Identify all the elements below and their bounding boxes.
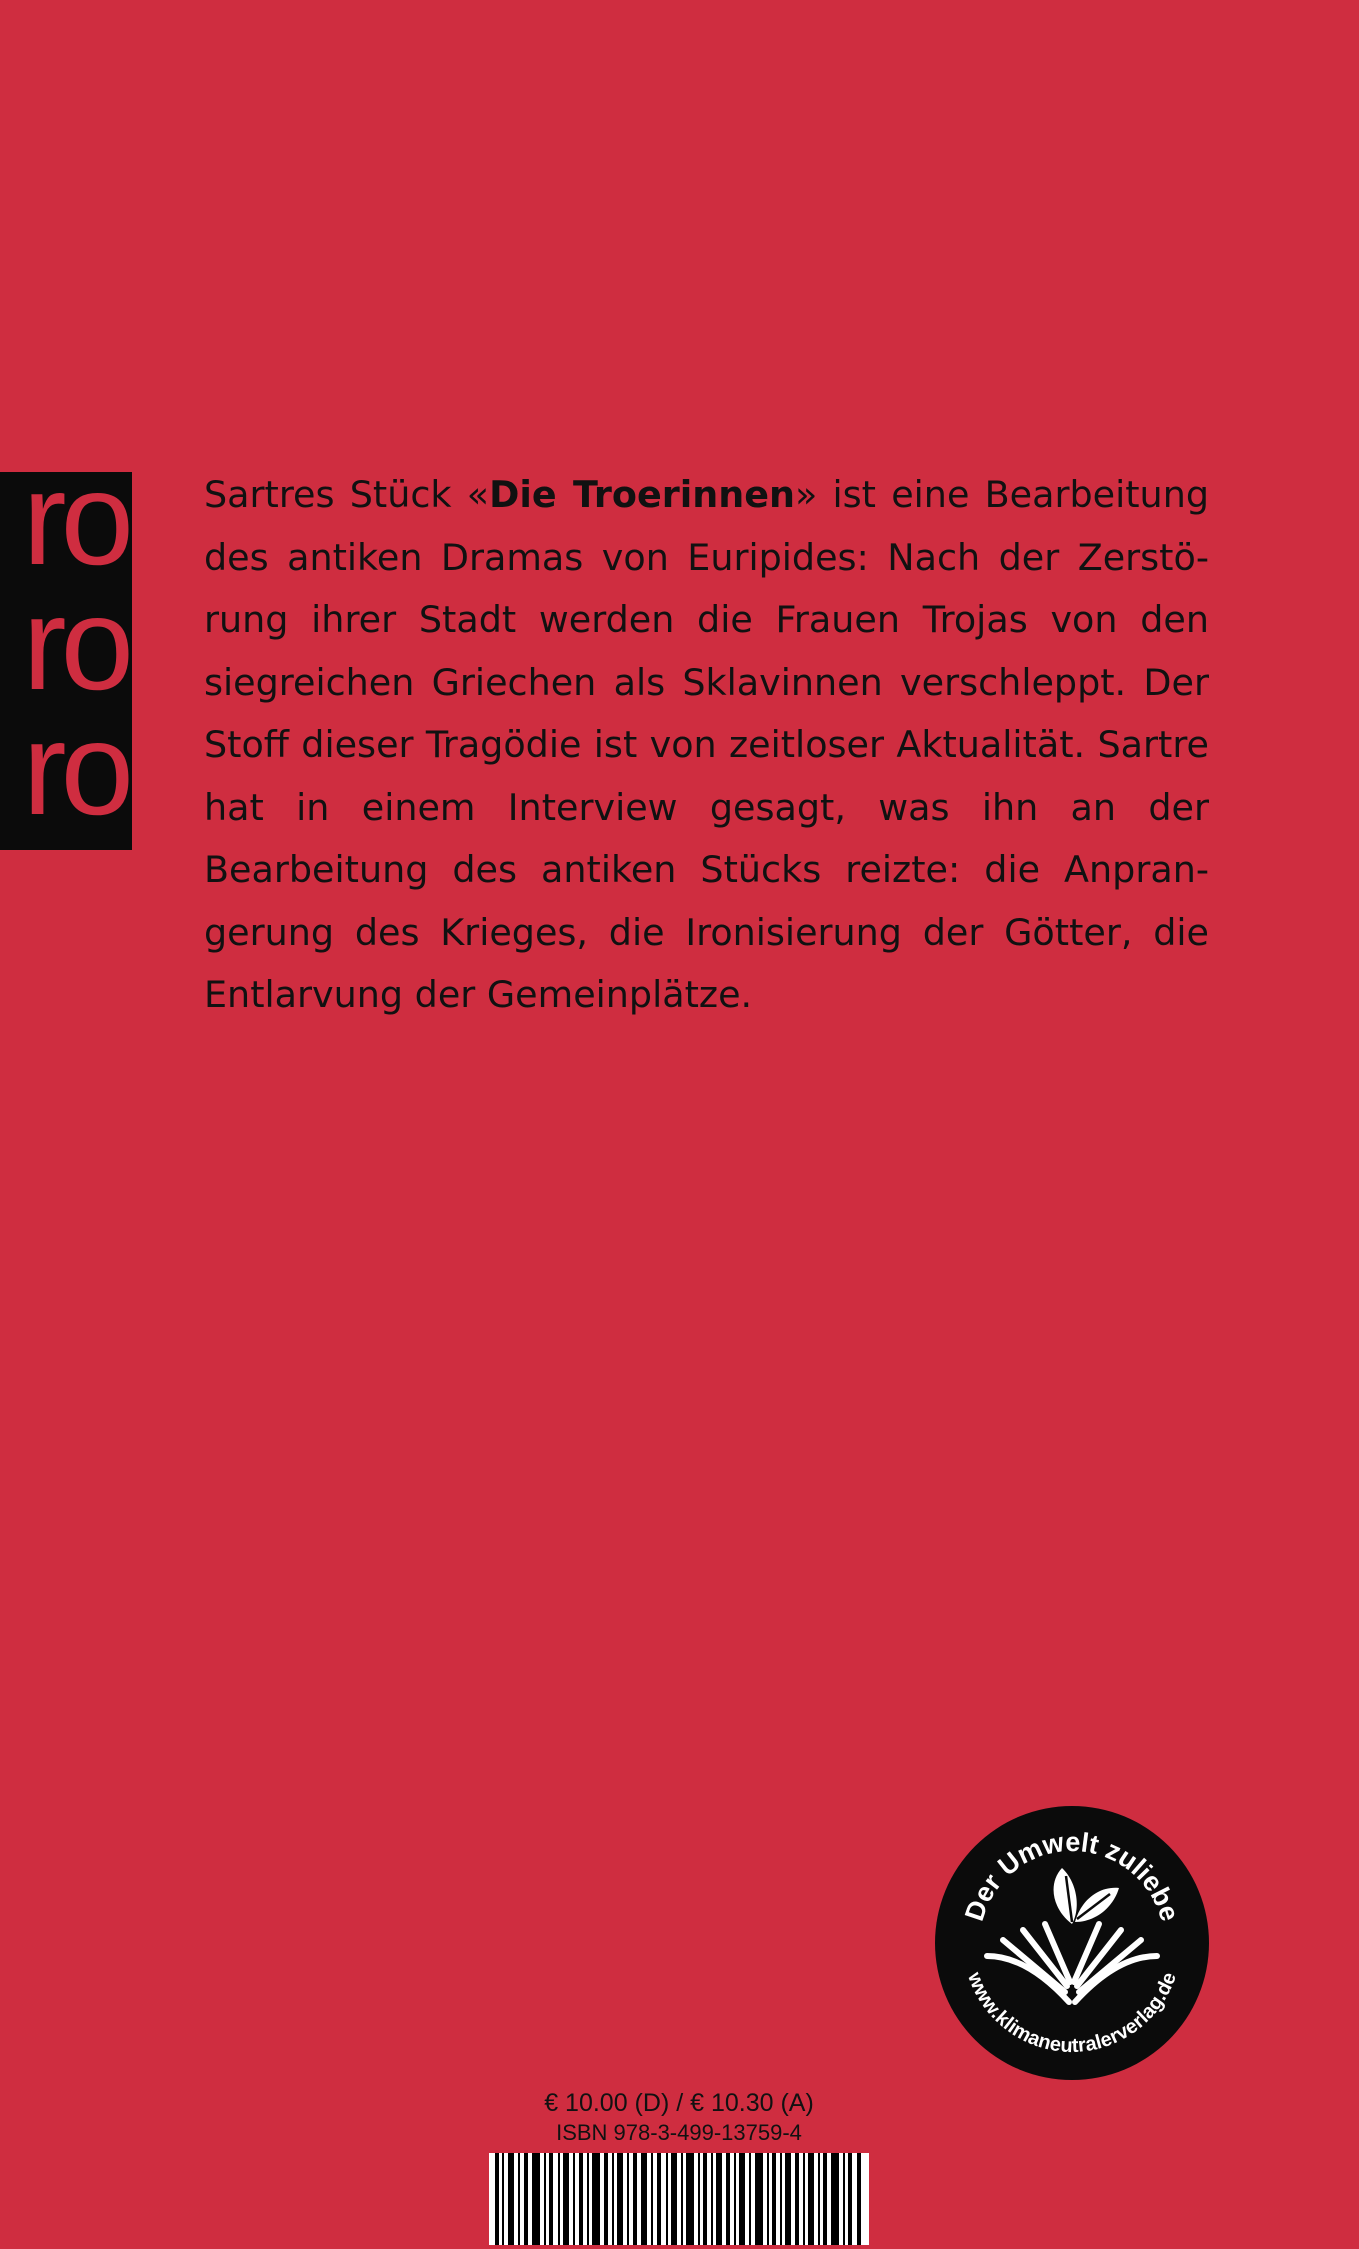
- barcode: [489, 2153, 869, 2245]
- logo-line-3: ro: [22, 695, 128, 842]
- barcode-bars: [489, 2153, 869, 2245]
- leaf-icon: [1054, 1868, 1119, 1924]
- eco-badge: [935, 1806, 1209, 2080]
- isbn-label: ISBN 978-3-499-13759-4: [556, 2120, 802, 2145]
- blurb-title: Die Troerinnen: [489, 473, 795, 516]
- blurb-body: » ist eine Bearbeitung des antiken Dramas von Euripides: Nach der Zerstörung ihrer Stadt werden die Frauen Trojas von den siegreichen Griechen als Sklavinnen verschleppt. Der Stoff dieser Tragödie ist von zeitloser Aktualität. Sartre hat in einem Interview gesagt, was ihn an der Bearbeitung des antiken Stücks reizte: die Anprangerung des Krieges, die Ironisierung der Götter, die Entlarvung der Gemeinplätze.: [204, 473, 1209, 1016]
- eco-badge-graphic: [935, 1806, 1209, 2080]
- blurb-text: [204, 464, 1209, 1027]
- blurb-intro: Sartres Stück «: [204, 473, 490, 516]
- price-label: € 10.00 (D) / € 10.30 (A): [544, 2089, 814, 2117]
- open-book-icon: [987, 1924, 1157, 2002]
- rororo-logo: [0, 472, 132, 850]
- badge-bottom-text: www.klimaneutralerverlag.de: [963, 1969, 1181, 2058]
- logo-line-2: ro: [22, 570, 128, 717]
- logo-line-1: ro: [22, 472, 128, 592]
- badge-top-text: Der Umwelt zuliebe: [959, 1826, 1185, 1925]
